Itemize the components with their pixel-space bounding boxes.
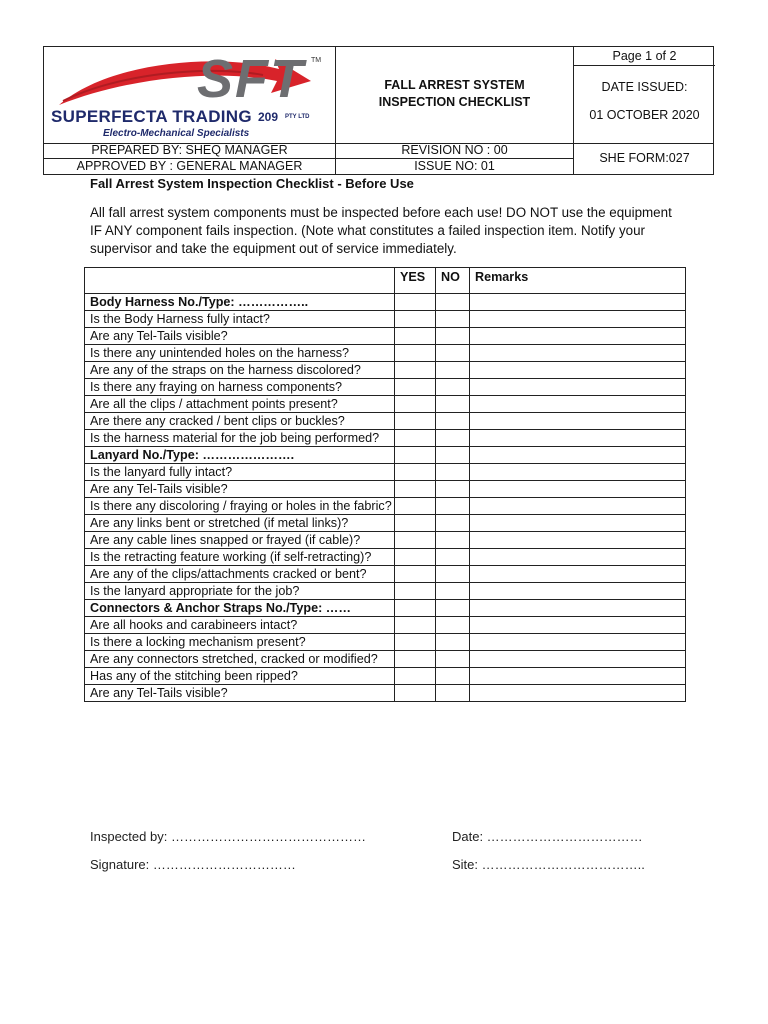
table-row (85, 464, 686, 481)
checklist-question: Are any connectors stretched, cracked or modified? (85, 651, 395, 668)
no-cell[interactable] (436, 430, 470, 447)
no-cell[interactable] (436, 464, 470, 481)
she-form-number: SHE FORM:027 (599, 151, 690, 165)
table-row (85, 549, 686, 566)
table-row (85, 651, 686, 668)
date-issued-value: 01 OCTOBER 2020 (589, 108, 700, 122)
no-cell[interactable] (436, 617, 470, 634)
no-cell (436, 600, 470, 617)
checklist-question: Are any Tel-Tails visible? (85, 685, 395, 702)
remarks-cell[interactable] (470, 498, 686, 515)
no-cell[interactable] (436, 583, 470, 600)
yes-cell[interactable] (395, 651, 436, 668)
no-cell[interactable] (436, 396, 470, 413)
checklist-question: Is the retracting feature working (if self-retracting)? (85, 549, 395, 566)
date-field[interactable]: Date: ……………………………… (452, 829, 643, 844)
checklist-question: Are all the clips / attachment points present? (85, 396, 395, 413)
table-row (85, 498, 686, 515)
yes-cell[interactable] (395, 345, 436, 362)
table-row (85, 379, 686, 396)
table-row (85, 311, 686, 328)
checklist-question: Has any of the stitching been ripped? (85, 668, 395, 685)
yes-cell[interactable] (395, 328, 436, 345)
logo-trademark: TM (311, 57, 322, 64)
no-cell[interactable] (436, 634, 470, 651)
section-heading: Connectors & Anchor Straps No./Type: …… (85, 600, 395, 617)
date-issued-label: DATE ISSUED: (601, 80, 688, 94)
checklist-question: Are any Tel-Tails visible? (85, 328, 395, 345)
remarks-cell[interactable] (470, 549, 686, 566)
table-row (85, 345, 686, 362)
column-header-item (85, 268, 395, 294)
yes-cell[interactable] (395, 515, 436, 532)
no-cell[interactable] (436, 328, 470, 345)
no-cell[interactable] (436, 685, 470, 702)
table-row (85, 685, 686, 702)
column-header-remarks: Remarks (470, 268, 686, 294)
no-cell[interactable] (436, 566, 470, 583)
inspection-checklist-table (84, 267, 686, 702)
no-cell[interactable] (436, 668, 470, 685)
document-header (43, 46, 714, 175)
remarks-cell (470, 600, 686, 617)
checklist-question: Is the Body Harness fully intact? (85, 311, 395, 328)
remarks-cell[interactable] (470, 311, 686, 328)
remarks-cell[interactable] (470, 481, 686, 498)
remarks-cell[interactable] (470, 617, 686, 634)
no-cell[interactable] (436, 532, 470, 549)
table-row (85, 617, 686, 634)
yes-cell[interactable] (395, 685, 436, 702)
table-row (85, 532, 686, 549)
logo-tagline: Electro-Mechanical Specialists (103, 128, 250, 139)
remarks-cell[interactable] (470, 583, 686, 600)
table-row (85, 515, 686, 532)
table-row (85, 362, 686, 379)
issue-number: ISSUE NO: 01 (414, 159, 495, 173)
yes-cell (395, 600, 436, 617)
logo-company-name: SUPERFECTA TRADING (51, 107, 252, 126)
revision-number: REVISION NO : 00 (401, 143, 508, 157)
checklist-question: Is there a locking mechanism present? (85, 634, 395, 651)
yes-cell[interactable] (395, 498, 436, 515)
no-cell (436, 447, 470, 464)
table-section-row (85, 600, 686, 617)
checklist-question: Is the harness material for the job being performed? (85, 430, 395, 447)
remarks-cell (470, 294, 686, 311)
remarks-cell[interactable] (470, 345, 686, 362)
no-cell[interactable] (436, 379, 470, 396)
yes-cell[interactable] (395, 464, 436, 481)
checklist-question: Is the lanyard appropriate for the job? (85, 583, 395, 600)
remarks-cell[interactable] (470, 532, 686, 549)
column-header-yes: YES (395, 268, 436, 294)
checklist-question: Are any cable lines snapped or frayed (if cable)? (85, 532, 395, 549)
yes-cell[interactable] (395, 362, 436, 379)
remarks-cell[interactable] (470, 566, 686, 583)
checklist-question: Are any of the clips/attachments cracked or bent? (85, 566, 395, 583)
yes-cell[interactable] (395, 566, 436, 583)
checklist-question: Is there any discoloring / fraying or holes in the fabric? (85, 498, 395, 515)
yes-cell (395, 447, 436, 464)
yes-cell[interactable] (395, 481, 436, 498)
no-cell[interactable] (436, 549, 470, 566)
no-cell[interactable] (436, 498, 470, 515)
remarks-cell[interactable] (470, 634, 686, 651)
remarks-cell[interactable] (470, 379, 686, 396)
checklist-title: Fall Arrest System Inspection Checklist - Before Use (90, 176, 414, 191)
table-row (85, 668, 686, 685)
doc-title-line2: INSPECTION CHECKLIST (378, 95, 531, 109)
section-heading: Lanyard No./Type: …………………. (85, 447, 395, 464)
table-row (85, 328, 686, 345)
table-row (85, 396, 686, 413)
yes-cell[interactable] (395, 413, 436, 430)
table-section-row (85, 447, 686, 464)
doc-title-line1: FALL ARREST SYSTEM (384, 78, 525, 92)
remarks-cell (470, 447, 686, 464)
remarks-cell[interactable] (470, 651, 686, 668)
inspected-by-field[interactable]: Inspected by: ……………………………………… (90, 829, 366, 844)
checklist-question: Are any Tel-Tails visible? (85, 481, 395, 498)
column-header-no: NO (436, 268, 470, 294)
table-row (85, 430, 686, 447)
yes-cell[interactable] (395, 430, 436, 447)
checklist-question: Are all hooks and carabineers intact? (85, 617, 395, 634)
logo-suffix: PTY LTD (285, 114, 310, 120)
yes-cell[interactable] (395, 668, 436, 685)
checklist-question: Are any of the straps on the harness discolored? (85, 362, 395, 379)
no-cell[interactable] (436, 481, 470, 498)
yes-cell (395, 294, 436, 311)
checklist-question: Is the lanyard fully intact? (85, 464, 395, 481)
yes-cell[interactable] (395, 634, 436, 651)
no-cell[interactable] (436, 651, 470, 668)
checklist-question: Are there any cracked / bent clips or buckles? (85, 413, 395, 430)
no-cell (436, 294, 470, 311)
table-row (85, 413, 686, 430)
remarks-cell[interactable] (470, 328, 686, 345)
company-logo (49, 51, 334, 143)
remarks-cell[interactable] (470, 668, 686, 685)
no-cell[interactable] (436, 345, 470, 362)
signature-field[interactable]: Signature: …………………………… (90, 857, 296, 872)
table-row (85, 583, 686, 600)
doc-title (336, 77, 573, 111)
remarks-cell[interactable] (470, 362, 686, 379)
yes-cell[interactable] (395, 311, 436, 328)
prepared-by: PREPARED BY: SHEQ MANAGER (91, 143, 288, 157)
yes-cell[interactable] (395, 532, 436, 549)
yes-cell[interactable] (395, 396, 436, 413)
checklist-question: Is there any unintended holes on the harness? (85, 345, 395, 362)
remarks-cell[interactable] (470, 685, 686, 702)
checklist-question: Is there any fraying on harness components? (85, 379, 395, 396)
no-cell[interactable] (436, 413, 470, 430)
instructions-paragraph: All fall arrest system components must be inspected before each use! DO NOT use the equipment IF ANY component fails inspection. (Note what constitutes a failed inspection item. Notify your supervisor and take the equipment out of service immediately. (90, 205, 672, 256)
no-cell[interactable] (436, 362, 470, 379)
yes-cell[interactable] (395, 583, 436, 600)
remarks-cell[interactable] (470, 396, 686, 413)
yes-cell[interactable] (395, 549, 436, 566)
page-number: Page 1 of 2 (612, 49, 677, 63)
logo-letters: SFT (197, 49, 305, 109)
section-heading: Body Harness No./Type: …………….. (85, 294, 395, 311)
no-cell[interactable] (436, 515, 470, 532)
table-header-row (85, 268, 686, 294)
table-row (85, 634, 686, 651)
remarks-cell[interactable] (470, 430, 686, 447)
yes-cell[interactable] (395, 617, 436, 634)
remarks-cell[interactable] (470, 413, 686, 430)
approved-by: APPROVED BY : GENERAL MANAGER (76, 159, 303, 173)
logo-registration: 209 (258, 110, 279, 124)
table-row (85, 481, 686, 498)
no-cell[interactable] (436, 311, 470, 328)
yes-cell[interactable] (395, 379, 436, 396)
checklist-question: Are any links bent or stretched (if metal links)? (85, 515, 395, 532)
table-section-row (85, 294, 686, 311)
remarks-cell[interactable] (470, 464, 686, 481)
remarks-cell[interactable] (470, 515, 686, 532)
site-field[interactable]: Site: ……………………………….. (452, 857, 645, 872)
table-row (85, 566, 686, 583)
